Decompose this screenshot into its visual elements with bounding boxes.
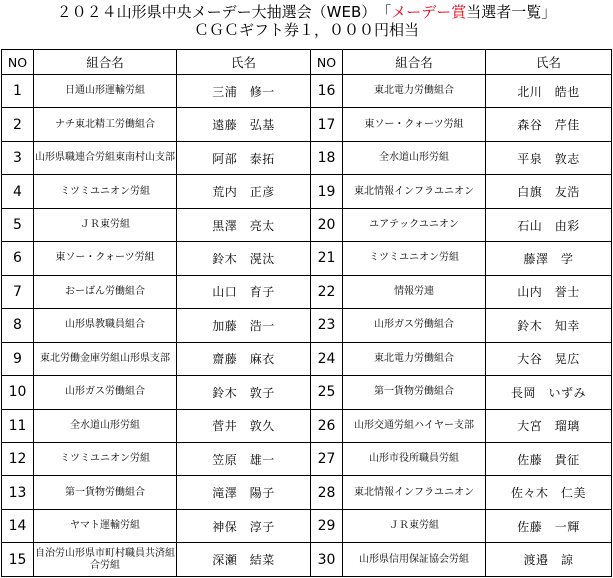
union-name: 東北電力労働組合: [343, 75, 486, 108]
title-suffix: 当選者一覧」: [466, 3, 557, 21]
union-name: 東ソー・クォーツ労組: [34, 242, 177, 275]
entry-number: 1: [2, 75, 34, 108]
winner-name: 鈴木 知幸: [486, 309, 612, 342]
winner-name: 荒内 正彦: [177, 175, 311, 208]
union-name: 情報労連: [343, 275, 486, 308]
entry-number: 10: [2, 376, 34, 409]
union-name: ナチ東北精工労働組合: [34, 108, 177, 141]
title-prefix: ２０２４山形県中央メーデー大抽選会（WEB） 「: [56, 3, 392, 21]
winner-name: 藤澤 学: [486, 242, 612, 275]
winner-name: 齋藤 麻衣: [177, 342, 311, 375]
table-row: [2, 275, 612, 308]
union-name: 第一貨物労働組合: [343, 376, 486, 409]
entry-number: 30: [311, 543, 343, 577]
header-name: 氏名: [177, 50, 311, 75]
page-title: [0, 3, 613, 21]
union-name: 山形ガス労働組合: [34, 376, 177, 409]
table-row: [2, 175, 612, 208]
winner-name: 鈴木 敦子: [177, 376, 311, 409]
winner-name: 三浦 修一: [177, 75, 311, 108]
union-name: 山形県信用保証協会労組: [343, 543, 486, 577]
table-row: [2, 242, 612, 275]
table-row: [2, 509, 612, 542]
union-name: ユアテックユニオン: [343, 208, 486, 241]
winner-name: 石山 由彩: [486, 208, 612, 241]
table-row: [2, 208, 612, 241]
entry-number: 8: [2, 309, 34, 342]
entry-number: 28: [311, 476, 343, 509]
table-row: [2, 309, 612, 342]
winner-name: 長岡 いずみ: [486, 376, 612, 409]
winner-name: 深瀬 結菜: [177, 543, 311, 577]
winner-name: 笠原 雄一: [177, 442, 311, 475]
entry-number: 23: [311, 309, 343, 342]
header-union: 組合名: [34, 50, 177, 75]
header-union: 組合名: [343, 50, 486, 75]
header-name: 氏名: [486, 50, 612, 75]
entry-number: 26: [311, 409, 343, 442]
winner-name: 加藤 浩一: [177, 309, 311, 342]
header-no: NO: [311, 50, 343, 75]
header-row: [2, 50, 612, 75]
winner-name: 佐藤 貴征: [486, 442, 612, 475]
table-row: [2, 442, 612, 475]
union-name: 山形市役所職員労組: [343, 442, 486, 475]
winner-name: 菅井 敦久: [177, 409, 311, 442]
winner-name: 佐藤 一輝: [486, 509, 612, 542]
union-name: おーばん労働組合: [34, 275, 177, 308]
entry-number: 2: [2, 108, 34, 141]
table-body: [2, 75, 612, 577]
page-subtitle: ＣＧＣギフト券１，０００円相当: [193, 21, 419, 39]
union-name: 山形交通労組ハイヤー支部: [343, 409, 486, 442]
header-no: NO: [2, 50, 34, 75]
union-name: ミツミユニオン労組: [343, 242, 486, 275]
table-row: [2, 543, 612, 577]
union-name: 東北情報インフラユニオン: [343, 175, 486, 208]
winners-table: [1, 49, 612, 577]
entry-number: 17: [311, 108, 343, 141]
winner-name: 白旗 友浩: [486, 175, 612, 208]
winner-name: 滝澤 陽子: [177, 476, 311, 509]
winner-name: 鈴木 滉汰: [177, 242, 311, 275]
winner-name: 北川 皓也: [486, 75, 612, 108]
union-name: 山形県教職員組合: [34, 309, 177, 342]
winner-name: 阿部 泰拓: [177, 141, 311, 174]
table-row: [2, 342, 612, 375]
winner-name: 渡邉 諒: [486, 543, 612, 577]
entry-number: 25: [311, 376, 343, 409]
entry-number: 6: [2, 242, 34, 275]
entry-number: 14: [2, 509, 34, 542]
entry-number: 20: [311, 208, 343, 241]
winner-name: 黒澤 亮太: [177, 208, 311, 241]
union-name: 日通山形運輸労組: [34, 75, 177, 108]
entry-number: 11: [2, 409, 34, 442]
table-row: [2, 141, 612, 174]
table-row: [2, 476, 612, 509]
winner-name: 森谷 芹佳: [486, 108, 612, 141]
winner-name: 神保 淳子: [177, 509, 311, 542]
union-name: ミツミユニオン労組: [34, 442, 177, 475]
entry-number: 3: [2, 141, 34, 174]
union-name: 全水道山形労組: [34, 409, 177, 442]
entry-number: 13: [2, 476, 34, 509]
union-name: 自治労山形県市町村職員共済組合労組: [34, 543, 177, 577]
entry-number: 4: [2, 175, 34, 208]
table-row: [2, 75, 612, 108]
union-name: ＪＲ東労組: [34, 208, 177, 241]
union-name: 東北電力労働組合: [343, 342, 486, 375]
entry-number: 29: [311, 509, 343, 542]
table-row: [2, 409, 612, 442]
union-name: 全水道山形労組: [343, 141, 486, 174]
union-name: 東北情報インフラユニオン: [343, 476, 486, 509]
winner-name: 佐々木 仁美: [486, 476, 612, 509]
entry-number: 5: [2, 208, 34, 241]
entry-number: 22: [311, 275, 343, 308]
winner-name: 大谷 晃広: [486, 342, 612, 375]
entry-number: 16: [311, 75, 343, 108]
table-row: [2, 108, 612, 141]
union-name: ヤマト運輸労組: [34, 509, 177, 542]
union-name: 山形県職連合労組東南村山支部: [34, 141, 177, 174]
table-row: [2, 376, 612, 409]
union-name: 東ソー・クォーツ労組: [343, 108, 486, 141]
entry-number: 9: [2, 342, 34, 375]
union-name: ミツミユニオン労組: [34, 175, 177, 208]
entry-number: 7: [2, 275, 34, 308]
entry-number: 24: [311, 342, 343, 375]
winner-name: 山内 誉士: [486, 275, 612, 308]
winner-name: 大宮 瑠璃: [486, 409, 612, 442]
winner-name: 平泉 敦志: [486, 141, 612, 174]
union-name: 第一貨物労働組合: [34, 476, 177, 509]
entry-number: 15: [2, 543, 34, 577]
winner-name: 遠藤 弘基: [177, 108, 311, 141]
winner-name: 山口 育子: [177, 275, 311, 308]
entry-number: 27: [311, 442, 343, 475]
entry-number: 12: [2, 442, 34, 475]
entry-number: 19: [311, 175, 343, 208]
entry-number: 21: [311, 242, 343, 275]
title-highlight: メーデー賞: [391, 3, 467, 21]
union-name: 山形ガス労働組合: [343, 309, 486, 342]
union-name: 東北労働金庫労組山形県支部: [34, 342, 177, 375]
entry-number: 18: [311, 141, 343, 174]
union-name: ＪＲ東労組: [343, 509, 486, 542]
